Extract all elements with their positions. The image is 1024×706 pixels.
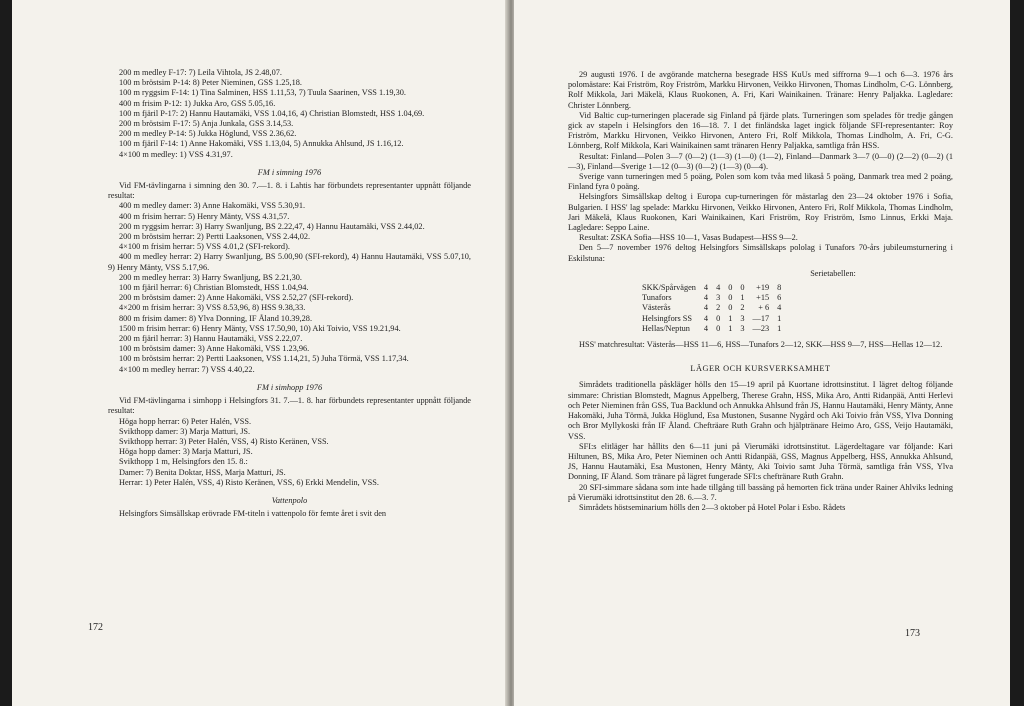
standings-cell: —17: [752, 313, 770, 323]
standings-cell: 4: [703, 313, 709, 323]
standings-cell: 3: [740, 313, 745, 323]
team-name: SKK/Spårvägen: [642, 283, 696, 293]
standings-cell: 6: [777, 293, 782, 303]
standings-cell: 0: [728, 283, 733, 293]
standings-cell: 1: [777, 313, 782, 323]
standings-cell: 4: [777, 303, 782, 313]
heading-lager: LÄGER OCH KURSVERKSAMHET: [690, 364, 831, 374]
result-line: 400 m medley herrar: 2) Harry Swanljung, BS 5.00,90 (SFI-rekord), 4) Hannu Hautamäki, VSS 5.07,10, 9) Henry Mänty, VSS 5.17,96.: [108, 252, 471, 272]
result-line: 200 m medley F-17: 7) Leila Vihtola, JS 2.48,07.: [119, 68, 282, 77]
standings-row: [638, 303, 785, 313]
standings-cell: 1: [728, 323, 733, 333]
result-line: 1500 m frisim herrar: 6) Henry Mänty, VSS 17.50,90, 10) Aki Toivio, VSS 19.21,94.: [119, 323, 401, 333]
match-results: HSS' matchresultat: Västerås—HSS 11—6, HSS—Tunafors 2—12, SKK—HSS 9—7, HSS—Hellas 12—12.: [579, 340, 943, 350]
result-line: Herrar: 1) Peter Halén, VSS, 4) Risto Keränen, VSS, 6) Erkki Mendelin, VSS.: [119, 477, 379, 487]
result-line: 100 m ryggsim F-14: 1) Tina Salminen, HSS 1.11,53, 7) Tuula Saarinen, VSS 1.19,30.: [119, 88, 406, 98]
result-line: Vid FM-tävlingarna i simhopp i Helsingfors 31. 7.—1. 8. har förbundets representanter uppnått följande resultat:: [108, 396, 471, 416]
result-line: Svikthopp 1 m, Helsingfors den 15. 8.:: [119, 457, 248, 467]
standings-cell: 0: [740, 283, 745, 293]
result-line: Svikthopp damer: 3) Marja Matturi, JS.: [119, 426, 251, 436]
result-line: 200 m bröstsim herrar: 2) Pertti Laaksonen, VSS 2.44,02.: [119, 232, 311, 242]
paragraph: Simrådets höstseminarium hölls den 2—3 oktober på Hotel Polar i Esbo. Rådets: [579, 502, 846, 512]
standings-cell: +19: [756, 283, 770, 293]
standings-cell: 0: [728, 293, 733, 303]
standings-row: [638, 283, 785, 293]
result-line: 100 m bröstsim P-14: 8) Peter Nieminen, GSS 1.25,18.: [119, 78, 302, 88]
standings-row: [638, 314, 785, 324]
page-number-right: 173: [905, 628, 920, 639]
result-line: 400 m frisim herrar: 5) Henry Mänty, VSS 4.31,57.: [119, 211, 290, 221]
result-line: Vid FM-tävlingarna i simning den 30. 7.—1. 8. i Lahtis har förbundets representanter uppnått följande resultat:: [108, 181, 471, 201]
result-line: Svikthopp herrar: 3) Peter Halén, VSS, 4) Risto Keränen, VSS.: [119, 436, 329, 446]
standings-cell: 8: [777, 283, 782, 293]
standings-row: [638, 293, 785, 303]
paragraph: Simrådets traditionella påskläger hölls den 15—19 april på Kuortane idrottsinstitut. I lägret deltog följande simmare: Christian Blomstedt, Magnus Appelberg, Therese Grahn, HSS, Mika Aro, Antti Ridanpää, Antti Herlevi och Peter Nieminen från GSS, Tua Backlund och Annukka Ahlsund från JS, Hannu Hautamäki, Henry Mänty, Anne Hakomäki, Juha Törmä, Jukka Höglund, Esa Mustonen, Susanne Nygård och Aki Toivio från VSS, Ylva Donning och Bror Myllykoski från IF Åland. Chefträare Ruth Grahn och hjälptränare Heimo Aro, GSS, Veijo Hautamäki, VSS.: [568, 380, 953, 441]
result-line: Damer: 7) Benita Doktar, HSS, Marja Matturi, JS.: [119, 467, 286, 477]
result-line: 200 m fjäril herrar: 3) Hannu Hautamäki, VSS 2.22,07.: [119, 334, 303, 344]
standings-cell: 3: [740, 323, 745, 333]
standings-table: [638, 283, 785, 334]
result-line: 200 m bröstsim damer: 2) Anne Hakomäki, VSS 2.52,27 (SFI-rekord).: [119, 293, 354, 303]
paragraph: Helsingfors Simsällskap erövrade FM-titeln i vattenpolo för femte året i svit den: [119, 509, 387, 519]
standings-cell: 0: [728, 303, 733, 313]
standings-cell: 0: [716, 313, 721, 323]
result-line: 4×100 m frisim herrar: 5) VSS 4.01,2 (SFI-rekord).: [119, 242, 290, 252]
team-name: Helsingfors SS: [642, 313, 693, 323]
heading-vattenpolo: Vattenpolo: [271, 495, 308, 505]
left-page-text: [108, 68, 471, 519]
paragraph: 20 SFI-simmare sådana som inte hade tillgång till bassäng på hemorten fick träna under Rainer Ahlviks ledning på Vierumäki idrottsinstitut den 28. 6.—3. 7.: [568, 482, 953, 502]
standings-cell: 2: [740, 303, 745, 313]
result-line: 200 m bröstsim F-17: 5) Anja Junkala, GSS 3.14,53.: [119, 119, 294, 129]
result-line: 100 m fjäril herrar: 6) Christian Blomstedt, HSS 1.04,94.: [119, 283, 309, 293]
result-line: 4×100 m medley herrar: 7) VSS 4.40,22.: [119, 364, 255, 374]
standings-cell: 1: [728, 313, 733, 323]
result-line: 400 m medley damer: 3) Anne Hakomäki, VSS 5.30,91.: [119, 201, 306, 211]
page-number-left: 172: [88, 622, 103, 633]
standings-cell: 4: [703, 293, 709, 303]
standings-title: Serietabellen:: [810, 268, 856, 278]
standings-cell: 3: [716, 293, 721, 303]
result-line: 100 m fjäril P-17: 2) Hannu Hautamäki, VSS 1.04,16, 4) Christian Blomstedt, HSS 1.04,69.: [119, 108, 425, 118]
standings-row: [638, 324, 785, 334]
standings-cell: 1: [777, 323, 782, 333]
standings-cell: 0: [716, 323, 721, 333]
result-line: 800 m frisim damer: 8) Ylva Donning, IF Åland 10.39,28.: [119, 313, 313, 323]
result-line: 100 m bröstsim damer: 3) Anne Hakomäki, VSS 1.23,96.: [119, 344, 310, 354]
paragraph: Resultat: Finland—Polen 3—7 (0—2) (1—3) (1—0) (1—2), Finland—Danmark 3—7 (0—0) (2—2) (0—2) (1—3), Finland—Sverige 1—12 (0—3) (0—2) (1—3) (0—4).: [568, 151, 953, 171]
team-name: Tunafors: [642, 293, 672, 303]
result-line: 200 m ryggsim herrar: 3) Harry Swanljung, BS 2.22,47, 4) Hannu Hautamäki, VSS 2.44,02.: [119, 221, 425, 231]
standings-cell: 4: [716, 283, 721, 293]
paragraph: 29 augusti 1976. I de avgörande matcherna besegrade HSS KuUs med siffrorna 9—1 och 6—3. 1976 års polomästare: Kai Friström, Roy Friström, Markku Hirvonen, Veikko Hirvonen, Thomas Lindholm, C-G. Lönnberg, Rolf Mikkola, Jari Mäkelä, Klaus Ruokonen, A. Fri, Kari Wainikainen. Tränare: Henry Paljakka. Lagledare: Christer Lönnberg.: [568, 70, 953, 110]
paragraph: Den 5—7 november 1976 deltog Helsingfors Simsällskaps pololag i Tunafors 70-års jubileumsturnering i Eskilstuna:: [568, 243, 953, 263]
paragraph: Helsingfors Simsällskap deltog i Europa cup-turneringen för mästarlag den 23—24 oktober 1976 i Sofia, Bulgarien. I HSS' lag spelade: Markku Hirvonen, Veikko Hirvonen, Antero Fri, Rolf Mikkola, Thomas Lindholm, Jari Mäkelä, Klaus Ruokonen, Kari Wainikainen, Kari Friström, Roy Friström, Ismo Linnus, Erkki Maja. Lagledare: Seppo Laine.: [568, 192, 953, 233]
result-line: 4×200 m frisim herrar: 3) VSS 8.53,96, 8) HSS 9.38,33.: [119, 303, 306, 313]
standings-cell: 1: [740, 293, 745, 303]
result-line: 400 m frisim P-12: 1) Jukka Aro, GSS 5.05,16.: [119, 98, 276, 108]
team-name: Hellas/Neptun: [642, 323, 690, 333]
result-line: 100 m bröstsim herrar: 2) Pertti Laaksonen, VSS 1.14,21, 5) Juha Törmä, VSS 1.17,34.: [119, 354, 409, 364]
result-line: 200 m medley herrar: 3) Harry Swanljung, BS 2.21,30.: [119, 272, 302, 282]
paragraph: SFI:s elitläger har hållits den 6—11 juni på Vierumäki idrottsinstitut. Lägerdeltagare var följande: Kari Hiltunen, BS, Mika Aro, Peter Nieminen och Antti Ridanpää, GSS, Magnus Appelberg, HSS, Annukka Ahlsund, JS, Hannu Hautamäki, Esa Mustonen, Henry Mänty, Aki Toivio samt Juha Törmä, samtliga från VSS, Ylva Donning, IF Åland. Som tränare på lägret fungerade SFI:s cheftränare Ruth Grahn.: [568, 441, 953, 482]
left-page: [12, 0, 508, 706]
right-page-text: [568, 70, 953, 513]
standings-cell: +15: [756, 293, 770, 303]
paragraph: Resultat: ZSKA Sofia—HSS 10—1, Vasas Budapest—HSS 9—2.: [579, 233, 798, 243]
standings-cell: 2: [716, 303, 721, 313]
result-line: 200 m medley P-14: 5) Jukka Höglund, VSS 2.36,62.: [119, 129, 297, 139]
standings-cell: 4: [703, 303, 709, 313]
result-line: Höga hopp herrar: 6) Peter Halén, VSS.: [119, 416, 252, 426]
heading-fm-simning: FM i simning 1976: [257, 167, 322, 177]
heading-fm-simhopp: FM i simhopp 1976: [256, 382, 323, 392]
paragraph: Vid Baltic cup-turneringen placerade sig Finland på fjärde plats. Turneringen som spelades för tredje gången gick av stapeln i Helsingfors den 16—18. 7. I det finländska laget ingick följande SFI-representanter: Roy Friström, Markku Hirvonen, Veikko Hirvonen, Antero Fri, Rolf Mikkola, Thomas Lindholm, A. Fri, C-G. Lönnberg, Rolf Mikkola, Kari Wainikainen samt tränaren Henry Paljakka, samtliga från HSS.: [568, 110, 953, 151]
result-line: 4×100 m medley: 1) VSS 4.31,97.: [119, 149, 233, 159]
standings-cell: 4: [703, 323, 709, 333]
result-line: Höga hopp damer: 3) Marja Matturi, JS.: [119, 447, 253, 457]
right-page: [514, 0, 1010, 706]
standings-cell: 4: [703, 283, 709, 293]
result-line: 100 m fjäril F-14: 1) Anne Hakomäki, VSS 1.13,04, 5) Annukka Ahlsund, JS 1.16,12.: [119, 139, 404, 149]
paragraph: Sverige vann turneringen med 5 poäng, Polen som kom tvåa med likaså 5 poäng, Danmark trea med 2 poäng, Finland fyra 0 poäng.: [568, 172, 953, 192]
team-name: Västerås: [642, 303, 671, 313]
standings-cell: + 6: [758, 303, 770, 313]
standings-cell: —23: [752, 323, 770, 333]
